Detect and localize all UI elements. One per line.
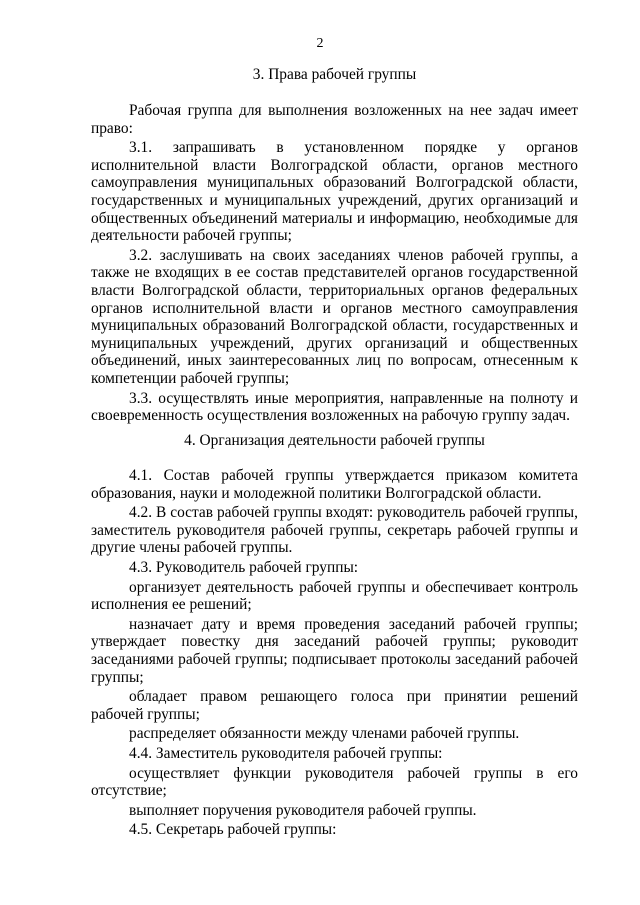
paragraph: выполняет поручения руководителя рабочей группы. <box>129 801 477 819</box>
paragraph: 4.4. Заместитель руководителя рабочей группы: <box>129 744 443 762</box>
paragraph: осуществляет функции руководителя рабочей группы в его отсутствие; <box>91 764 578 800</box>
paragraph: обладает правом решающего голоса при принятии решений рабочей группы; <box>91 688 578 723</box>
paragraph: 4.3. Руководитель рабочей группы: <box>129 558 359 576</box>
paragraph: 4.5. Секретарь рабочей группы: <box>129 821 337 839</box>
section-heading-organization: 4. Организация деятельности рабочей группы <box>184 432 485 449</box>
page-number: 2 <box>316 36 324 51</box>
paragraph: 3.3. осуществлять иные мероприятия, направленные на полноту и своевременность осуществления возложенных на рабочую группу задач. <box>91 389 578 425</box>
paragraph: 4.1. Состав рабочей группы утверждается приказом комитета образования, науки и молодежной политики Волгоградской области. <box>91 467 578 502</box>
section-heading-rights: 3. Права рабочей группы <box>252 66 417 83</box>
paragraph: организует деятельность рабочей группы и обеспечивает контроль исполнения ее решений; <box>91 578 578 614</box>
paragraph: 4.2. В состав рабочей группы входят: руководитель рабочей группы, заместитель руководителя рабочей группы, секретарь рабочей группы и другие члены рабочей группы. <box>91 504 578 557</box>
section-organization-body <box>91 467 578 839</box>
section-rights-body <box>91 102 578 425</box>
paragraph: 3.2. заслушивать на своих заседаниях членов рабочей группы, а также не входящих в ее состав представителей органов государственной власти Волгоградской области, территориальных органов федеральных органов исполнительной власти и органов местного самоуправления муниципальных образований Волгоградской области, государственных и муниципальных учреждений, других организаций и общественных объединений, иных заинтересованных лиц по вопросам, отнесенным к компетенции рабочей группы; <box>91 246 578 387</box>
paragraph: 3.1. запрашивать в установленном порядке у органов исполнительной власти Волгоградской области, органов местного самоуправления муниципальных образований Волгоградской области, государственных и муниципальных учреждений, других организаций и общественных объединений материалы и информацию, необходимые для деятельности рабочей группы; <box>91 139 578 245</box>
paragraph: назначает дату и время проведения заседаний рабочей группы; утверждает повестку дня заседаний рабочей группы; руководит заседаниями рабочей группы; подписывает протоколы заседаний рабочей группы; <box>91 615 578 686</box>
paragraph: Рабочая группа для выполнения возложенных на нее задач имеет право: <box>91 102 578 137</box>
paragraph: распределяет обязанности между членами рабочей группы. <box>129 725 520 743</box>
